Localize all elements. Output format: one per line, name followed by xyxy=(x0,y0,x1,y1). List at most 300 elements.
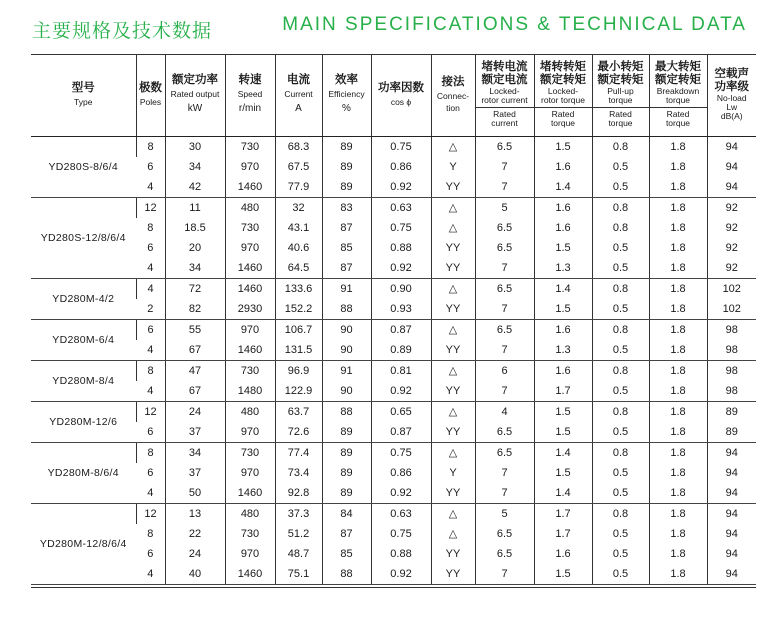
locked-current-ratio-cell: 6.5 xyxy=(475,442,534,463)
noise-level-cell: 102 xyxy=(707,278,756,299)
efficiency-cell: 88 xyxy=(322,299,371,320)
power-factor-cell: 0.86 xyxy=(371,463,431,483)
locked-current-ratio-cell: 7 xyxy=(475,564,534,585)
locked-current-ratio-cell: 6.5 xyxy=(475,544,534,564)
pullup-torque-ratio-cell: 0.8 xyxy=(592,197,649,218)
rated-output-cell: 42 xyxy=(165,177,225,198)
poles-cell: 6 xyxy=(147,547,154,560)
poles-cell: 4 xyxy=(136,278,165,299)
pullup-torque-ratio-cell: 0.5 xyxy=(592,422,649,443)
table-row xyxy=(31,524,756,544)
rated-output-cell: 22 xyxy=(165,524,225,544)
table-row xyxy=(31,463,756,483)
pullup-torque-ratio-cell: 0.5 xyxy=(592,340,649,361)
connection-cell: △ xyxy=(431,360,475,381)
breakdown-torque-ratio-cell: 1.8 xyxy=(649,238,707,258)
rated-output-cell: 50 xyxy=(165,483,225,504)
noise-level-cell: 98 xyxy=(707,360,756,381)
current-cell: 73.4 xyxy=(275,463,322,483)
locked-current-ratio-cell: 6.5 xyxy=(475,238,534,258)
breakdown-torque-ratio-cell: 1.8 xyxy=(649,442,707,463)
speed-cell: 970 xyxy=(225,319,275,340)
efficiency-cell: 89 xyxy=(322,157,371,177)
pullup-torque-ratio-cell: 0.8 xyxy=(592,442,649,463)
breakdown-torque-ratio-cell: 1.8 xyxy=(649,319,707,340)
current-cell: 37.3 xyxy=(275,503,322,524)
rated-output-cell: 47 xyxy=(165,360,225,381)
locked-torque-ratio-cell: 1.7 xyxy=(534,381,592,402)
poles-cell: 4 xyxy=(136,381,165,402)
power-factor-cell: 0.75 xyxy=(371,136,431,157)
pullup-torque-ratio-cell: 0.5 xyxy=(592,258,649,279)
table-row xyxy=(31,422,756,443)
model-type-cell: YD280M-8/6/4 xyxy=(31,442,136,503)
rated-output-cell: 40 xyxy=(165,564,225,585)
locked-current-ratio-cell: 7 xyxy=(475,258,534,279)
efficiency-cell: 88 xyxy=(322,401,371,422)
locked-current-ratio-cell: 6 xyxy=(475,360,534,381)
current-cell: 75.1 xyxy=(275,564,322,585)
rated-output-cell: 55 xyxy=(165,319,225,340)
rated-output-cell: 24 xyxy=(165,544,225,564)
spec-table-body xyxy=(31,136,756,584)
header-connection: 接法 Connec- tion xyxy=(431,54,475,136)
current-cell: 68.3 xyxy=(275,136,322,157)
locked-torque-ratio-cell: 1.4 xyxy=(534,483,592,504)
noise-level-cell: 94 xyxy=(707,503,756,524)
current-cell: 51.2 xyxy=(275,524,322,544)
rated-output-cell: 20 xyxy=(165,238,225,258)
power-factor-cell: 0.92 xyxy=(371,258,431,279)
table-row xyxy=(31,503,756,524)
power-factor-cell: 0.87 xyxy=(371,422,431,443)
current-cell: 67.5 xyxy=(275,157,322,177)
pullup-torque-ratio-cell: 0.5 xyxy=(592,544,649,564)
locked-current-ratio-cell: 5 xyxy=(475,503,534,524)
locked-torque-ratio-cell: 1.6 xyxy=(534,544,592,564)
rated-output-cell: 18.5 xyxy=(165,218,225,238)
locked-torque-ratio-cell: 1.6 xyxy=(534,360,592,381)
locked-torque-ratio-cell: 1.4 xyxy=(534,278,592,299)
locked-torque-ratio-cell: 1.5 xyxy=(534,422,592,443)
current-cell: 92.8 xyxy=(275,483,322,504)
pullup-torque-ratio-cell: 0.5 xyxy=(592,381,649,402)
breakdown-torque-ratio-cell: 1.8 xyxy=(649,278,707,299)
connection-cell: △ xyxy=(431,278,475,299)
header-poles: 极数 Poles xyxy=(136,54,165,136)
poles-cell: 8 xyxy=(136,442,165,463)
locked-current-ratio-cell: 5 xyxy=(475,197,534,218)
connection-cell: YY xyxy=(431,483,475,504)
breakdown-torque-ratio-cell: 1.8 xyxy=(649,197,707,218)
noise-level-cell: 92 xyxy=(707,197,756,218)
speed-cell: 480 xyxy=(225,197,275,218)
noise-level-cell: 94 xyxy=(707,136,756,157)
current-cell: 48.7 xyxy=(275,544,322,564)
pullup-torque-ratio-cell: 0.8 xyxy=(592,136,649,157)
noise-level-cell: 98 xyxy=(707,340,756,361)
efficiency-cell: 91 xyxy=(322,360,371,381)
speed-cell: 1480 xyxy=(225,381,275,402)
speed-cell: 730 xyxy=(225,442,275,463)
connection-cell: YY xyxy=(431,340,475,361)
poles-cell: 4 xyxy=(136,177,165,198)
current-cell: 77.4 xyxy=(275,442,322,463)
current-cell: 131.5 xyxy=(275,340,322,361)
noise-level-cell: 94 xyxy=(707,544,756,564)
table-row xyxy=(31,381,756,402)
power-factor-cell: 0.75 xyxy=(371,218,431,238)
speed-cell: 2930 xyxy=(225,299,275,320)
pullup-torque-ratio-cell: 0.5 xyxy=(592,177,649,198)
locked-torque-ratio-cell: 1.4 xyxy=(534,442,592,463)
rated-output-cell: 34 xyxy=(165,442,225,463)
locked-current-ratio-cell: 6.5 xyxy=(475,218,534,238)
breakdown-torque-ratio-cell: 1.8 xyxy=(649,258,707,279)
efficiency-cell: 84 xyxy=(322,503,371,524)
efficiency-cell: 89 xyxy=(322,422,371,443)
table-row xyxy=(31,340,756,361)
breakdown-torque-ratio-cell: 1.8 xyxy=(649,136,707,157)
rated-output-cell: 24 xyxy=(165,401,225,422)
power-factor-cell: 0.81 xyxy=(371,360,431,381)
efficiency-cell: 89 xyxy=(322,136,371,157)
locked-current-ratio-cell: 7 xyxy=(475,463,534,483)
locked-torque-ratio-cell: 1.6 xyxy=(534,319,592,340)
locked-torque-ratio-cell: 1.7 xyxy=(534,503,592,524)
current-cell: 43.1 xyxy=(275,218,322,238)
noise-level-cell: 94 xyxy=(707,483,756,504)
breakdown-torque-ratio-cell: 1.8 xyxy=(649,544,707,564)
poles-cell: 6 xyxy=(147,241,154,254)
current-cell: 32 xyxy=(275,197,322,218)
locked-torque-ratio-cell: 1.5 xyxy=(534,299,592,320)
pullup-torque-ratio-cell: 0.8 xyxy=(592,218,649,238)
locked-current-ratio-cell: 7 xyxy=(475,340,534,361)
connection-cell: YY xyxy=(431,422,475,443)
table-row xyxy=(31,401,756,422)
pullup-torque-ratio-cell: 0.5 xyxy=(592,524,649,544)
poles-cell: 4 xyxy=(136,340,165,361)
noise-level-cell: 94 xyxy=(707,177,756,198)
model-type-cell: YD280M-12/6 xyxy=(31,401,136,442)
title-english: MAIN SPECIFICATIONS & TECHNICAL DATA xyxy=(282,14,747,35)
pullup-torque-ratio-cell: 0.8 xyxy=(592,503,649,524)
power-factor-cell: 0.63 xyxy=(371,197,431,218)
locked-torque-ratio-cell: 1.6 xyxy=(534,157,592,177)
efficiency-cell: 90 xyxy=(322,340,371,361)
connection-cell: △ xyxy=(431,218,475,238)
connection-cell: YY xyxy=(431,177,475,198)
model-type-cell: YD280S-12/8/6/4 xyxy=(31,197,136,278)
power-factor-cell: 0.93 xyxy=(371,299,431,320)
model-type-cell: YD280M-8/4 xyxy=(31,360,136,401)
rated-output-cell: 34 xyxy=(165,157,225,177)
header-locked-torque: 堵转转矩 额定转矩 Locked- rotor torque Rated torque xyxy=(534,54,592,136)
poles-cell: 12 xyxy=(136,503,165,524)
pullup-torque-ratio-cell: 0.5 xyxy=(592,238,649,258)
locked-torque-ratio-cell: 1.6 xyxy=(534,218,592,238)
header-current: 电流 Current A xyxy=(275,54,322,136)
connection-cell: YY xyxy=(431,299,475,320)
noise-level-cell: 89 xyxy=(707,422,756,443)
noise-level-cell: 94 xyxy=(707,564,756,585)
table-row xyxy=(31,238,756,258)
breakdown-torque-ratio-cell: 1.8 xyxy=(649,564,707,585)
efficiency-cell: 87 xyxy=(322,524,371,544)
poles-cell: 8 xyxy=(147,221,154,234)
speed-cell: 1460 xyxy=(225,483,275,504)
rated-output-cell: 67 xyxy=(165,340,225,361)
breakdown-torque-ratio-cell: 1.8 xyxy=(649,381,707,402)
header-type: 型号 Type xyxy=(31,54,136,136)
connection-cell: △ xyxy=(431,524,475,544)
breakdown-torque-ratio-cell: 1.8 xyxy=(649,340,707,361)
header-locked-current: 堵转电流 额定电流 Locked- rotor current Rated current xyxy=(475,54,534,136)
locked-current-ratio-cell: 6.5 xyxy=(475,422,534,443)
current-cell: 63.7 xyxy=(275,401,322,422)
poles-cell: 6 xyxy=(136,319,165,340)
table-row xyxy=(31,319,756,340)
poles-cell: 8 xyxy=(147,527,154,540)
power-factor-cell: 0.92 xyxy=(371,483,431,504)
locked-torque-ratio-cell: 1.3 xyxy=(534,258,592,279)
model-type-cell: YD280M-12/8/6/4 xyxy=(31,503,136,584)
title-chinese: 主要规格及技术数据 xyxy=(32,20,213,42)
connection-cell: △ xyxy=(431,401,475,422)
pullup-torque-ratio-cell: 0.8 xyxy=(592,401,649,422)
connection-cell: YY xyxy=(431,258,475,279)
table-row xyxy=(31,197,756,218)
noise-level-cell: 98 xyxy=(707,381,756,402)
power-factor-cell: 0.92 xyxy=(371,177,431,198)
current-cell: 152.2 xyxy=(275,299,322,320)
breakdown-torque-ratio-cell: 1.8 xyxy=(649,483,707,504)
connection-cell: YY xyxy=(431,238,475,258)
header-breakdown-torque: 最大转矩 额定转矩 Breakdown torque Rated torque xyxy=(649,54,707,136)
efficiency-cell: 83 xyxy=(322,197,371,218)
locked-torque-ratio-cell: 1.4 xyxy=(534,177,592,198)
rated-output-cell: 34 xyxy=(165,258,225,279)
table-row xyxy=(31,483,756,504)
power-factor-cell: 0.65 xyxy=(371,401,431,422)
locked-torque-ratio-cell: 1.6 xyxy=(534,197,592,218)
locked-torque-ratio-cell: 1.5 xyxy=(534,564,592,585)
speed-cell: 480 xyxy=(225,401,275,422)
pullup-torque-ratio-cell: 0.5 xyxy=(592,564,649,585)
locked-current-ratio-cell: 7 xyxy=(475,381,534,402)
rated-output-cell: 11 xyxy=(165,197,225,218)
pullup-torque-ratio-cell: 0.5 xyxy=(592,483,649,504)
power-factor-cell: 0.87 xyxy=(371,319,431,340)
rated-output-cell: 72 xyxy=(165,278,225,299)
power-factor-cell: 0.90 xyxy=(371,278,431,299)
efficiency-cell: 87 xyxy=(322,258,371,279)
connection-cell: YY xyxy=(431,544,475,564)
noise-level-cell: 92 xyxy=(707,218,756,238)
current-cell: 40.6 xyxy=(275,238,322,258)
locked-current-ratio-cell: 6.5 xyxy=(475,319,534,340)
header-speed: 转速 Speed r/min xyxy=(225,54,275,136)
connection-cell: △ xyxy=(431,442,475,463)
current-cell: 72.6 xyxy=(275,422,322,443)
pullup-torque-ratio-cell: 0.8 xyxy=(592,319,649,340)
connection-cell: Y xyxy=(431,157,475,177)
efficiency-cell: 89 xyxy=(322,177,371,198)
noise-level-cell: 102 xyxy=(707,299,756,320)
connection-cell: △ xyxy=(431,319,475,340)
poles-cell: 4 xyxy=(136,483,165,504)
pullup-torque-ratio-cell: 0.8 xyxy=(592,278,649,299)
locked-torque-ratio-cell: 1.5 xyxy=(534,136,592,157)
breakdown-torque-ratio-cell: 1.8 xyxy=(649,463,707,483)
speed-cell: 730 xyxy=(225,136,275,157)
efficiency-cell: 85 xyxy=(322,238,371,258)
connection-cell: YY xyxy=(431,564,475,585)
rated-output-cell: 37 xyxy=(165,422,225,443)
pullup-torque-ratio-cell: 0.8 xyxy=(592,360,649,381)
poles-cell: 12 xyxy=(136,197,165,218)
locked-current-ratio-cell: 4 xyxy=(475,401,534,422)
connection-cell: Y xyxy=(431,463,475,483)
noise-level-cell: 92 xyxy=(707,258,756,279)
breakdown-torque-ratio-cell: 1.8 xyxy=(649,218,707,238)
poles-cell: 2 xyxy=(136,299,165,320)
speed-cell: 970 xyxy=(225,238,275,258)
speed-cell: 970 xyxy=(225,422,275,443)
poles-cell: 4 xyxy=(136,564,165,585)
poles-cell: 6 xyxy=(147,466,154,479)
current-cell: 122.9 xyxy=(275,381,322,402)
speed-cell: 1460 xyxy=(225,278,275,299)
table-row xyxy=(31,258,756,279)
speed-cell: 970 xyxy=(225,157,275,177)
noise-level-cell: 89 xyxy=(707,401,756,422)
rated-output-cell: 13 xyxy=(165,503,225,524)
poles-cell: 12 xyxy=(136,401,165,422)
poles-cell: 8 xyxy=(136,136,165,157)
header-row xyxy=(31,54,756,136)
locked-torque-ratio-cell: 1.7 xyxy=(534,524,592,544)
speed-cell: 1460 xyxy=(225,340,275,361)
rated-output-cell: 82 xyxy=(165,299,225,320)
table-row xyxy=(31,544,756,564)
table-row xyxy=(31,278,756,299)
breakdown-torque-ratio-cell: 1.8 xyxy=(649,401,707,422)
poles-cell: 4 xyxy=(136,258,165,279)
efficiency-cell: 88 xyxy=(322,564,371,585)
current-cell: 64.5 xyxy=(275,258,322,279)
pullup-torque-ratio-cell: 0.5 xyxy=(592,157,649,177)
speed-cell: 1460 xyxy=(225,177,275,198)
poles-cell: 6 xyxy=(147,160,154,173)
efficiency-cell: 89 xyxy=(322,463,371,483)
locked-current-ratio-cell: 6.5 xyxy=(475,278,534,299)
pullup-torque-ratio-cell: 0.5 xyxy=(592,299,649,320)
header-noise: 空载声 功率级 No-load Lw dB(A) xyxy=(707,54,756,136)
breakdown-torque-ratio-cell: 1.8 xyxy=(649,422,707,443)
table-row xyxy=(31,564,756,585)
header-rated-output: 额定功率 Rated output kW xyxy=(165,54,225,136)
table-row xyxy=(31,299,756,320)
table-row xyxy=(31,157,756,177)
current-cell: 133.6 xyxy=(275,278,322,299)
model-type-cell: YD280M-6/4 xyxy=(31,319,136,360)
power-factor-cell: 0.92 xyxy=(371,381,431,402)
table-row xyxy=(31,360,756,381)
breakdown-torque-ratio-cell: 1.8 xyxy=(649,360,707,381)
speed-cell: 970 xyxy=(225,544,275,564)
table-row xyxy=(31,442,756,463)
rated-output-cell: 37 xyxy=(165,463,225,483)
connection-cell: YY xyxy=(431,381,475,402)
noise-level-cell: 98 xyxy=(707,319,756,340)
locked-torque-ratio-cell: 1.5 xyxy=(534,238,592,258)
table-row xyxy=(31,136,756,157)
power-factor-cell: 0.63 xyxy=(371,503,431,524)
power-factor-cell: 0.89 xyxy=(371,340,431,361)
pullup-torque-ratio-cell: 0.5 xyxy=(592,463,649,483)
efficiency-cell: 85 xyxy=(322,544,371,564)
current-cell: 77.9 xyxy=(275,177,322,198)
speed-cell: 730 xyxy=(225,524,275,544)
model-type-cell: YD280M-4/2 xyxy=(31,278,136,319)
spec-table xyxy=(31,54,756,585)
breakdown-torque-ratio-cell: 1.8 xyxy=(649,299,707,320)
power-factor-cell: 0.75 xyxy=(371,524,431,544)
poles-cell: 8 xyxy=(136,360,165,381)
connection-cell: △ xyxy=(431,503,475,524)
connection-cell: △ xyxy=(431,197,475,218)
efficiency-cell: 89 xyxy=(322,442,371,463)
locked-current-ratio-cell: 7 xyxy=(475,299,534,320)
efficiency-cell: 87 xyxy=(322,218,371,238)
breakdown-torque-ratio-cell: 1.8 xyxy=(649,524,707,544)
speed-cell: 1460 xyxy=(225,564,275,585)
model-type-cell: YD280S-8/6/4 xyxy=(31,136,136,197)
noise-level-cell: 94 xyxy=(707,524,756,544)
rated-output-cell: 30 xyxy=(165,136,225,157)
current-cell: 96.9 xyxy=(275,360,322,381)
current-cell: 106.7 xyxy=(275,319,322,340)
power-factor-cell: 0.92 xyxy=(371,564,431,585)
connection-cell: △ xyxy=(431,136,475,157)
poles-cell: 6 xyxy=(136,422,165,443)
locked-current-ratio-cell: 6.5 xyxy=(475,524,534,544)
speed-cell: 970 xyxy=(225,463,275,483)
header-pullup-torque: 最小转矩 额定转矩 Pull-up torque Rated torque xyxy=(592,54,649,136)
noise-level-cell: 94 xyxy=(707,442,756,463)
efficiency-cell: 91 xyxy=(322,278,371,299)
rated-output-cell: 67 xyxy=(165,381,225,402)
power-factor-cell: 0.88 xyxy=(371,544,431,564)
table-row xyxy=(31,177,756,198)
power-factor-cell: 0.75 xyxy=(371,442,431,463)
locked-torque-ratio-cell: 1.5 xyxy=(534,463,592,483)
locked-current-ratio-cell: 7 xyxy=(475,177,534,198)
table-row xyxy=(31,218,756,238)
power-factor-cell: 0.86 xyxy=(371,157,431,177)
efficiency-cell: 90 xyxy=(322,381,371,402)
locked-current-ratio-cell: 7 xyxy=(475,483,534,504)
speed-cell: 730 xyxy=(225,360,275,381)
header-power-factor: 功率因数 cos ϕ xyxy=(371,54,431,136)
power-factor-cell: 0.88 xyxy=(371,238,431,258)
locked-torque-ratio-cell: 1.3 xyxy=(534,340,592,361)
speed-cell: 1460 xyxy=(225,258,275,279)
breakdown-torque-ratio-cell: 1.8 xyxy=(649,503,707,524)
noise-level-cell: 94 xyxy=(707,463,756,483)
